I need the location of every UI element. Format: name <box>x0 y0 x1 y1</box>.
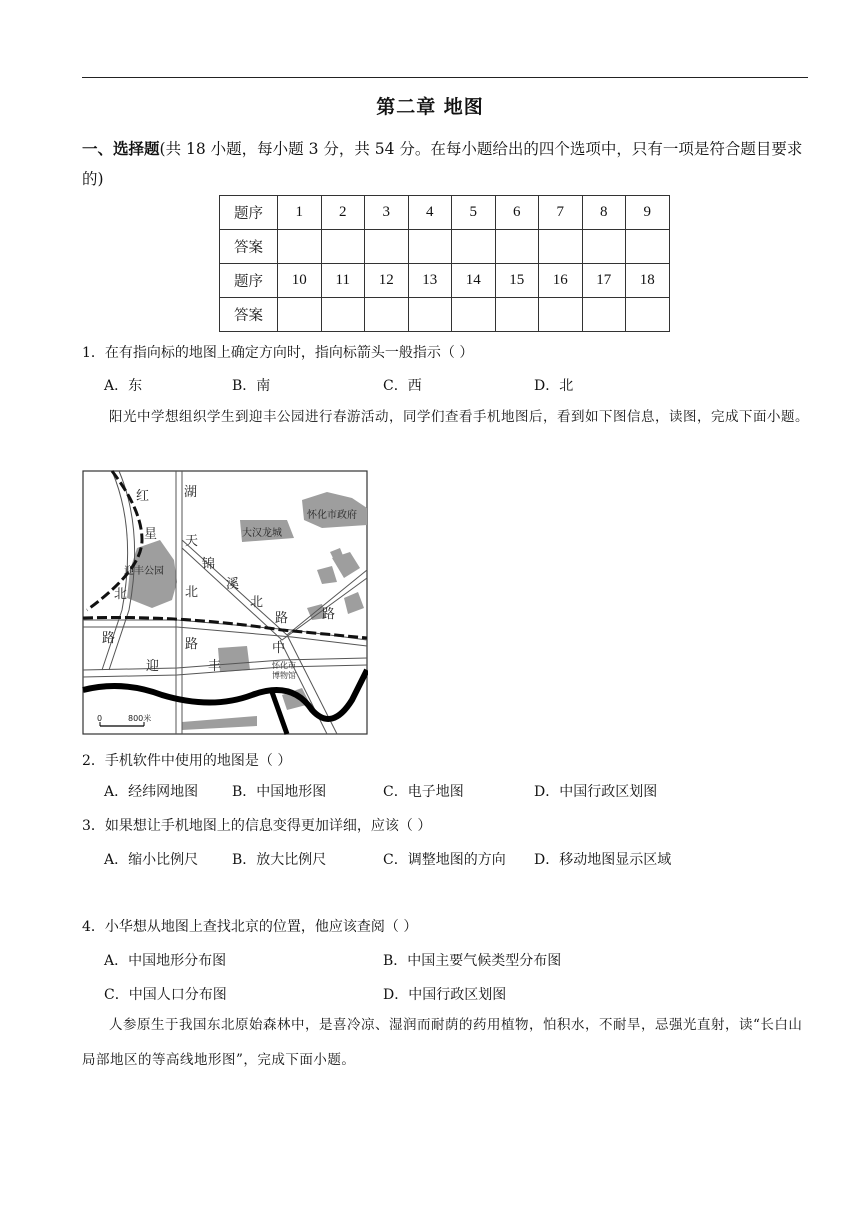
scale-distance: 800米 <box>128 714 152 723</box>
road-label: 路 <box>275 611 289 626</box>
place-label-museum: 怀化市 <box>272 661 296 670</box>
row-label-answer: 答案 <box>220 298 278 332</box>
question-1-option-c[interactable]: C．西 <box>383 378 422 394</box>
road-label: 星 <box>144 527 158 542</box>
road-label: 路 <box>322 607 336 622</box>
question-3-stem: 3．如果想让手机地图上的信息变得更加详细，应该（ ） <box>82 818 432 834</box>
table-row-question-2 <box>220 264 670 298</box>
place-label-museum: 博物馆 <box>272 671 296 680</box>
row-label-question: 题序 <box>220 196 278 230</box>
cell-q: 6 <box>495 196 539 230</box>
cell-q: 16 <box>539 264 583 298</box>
place-label-park: 迎丰公园 <box>124 566 164 577</box>
question-4-stem: 4．小华想从地图上查找北京的位置，他应该查阅（ ） <box>82 919 418 935</box>
road-label: 丰 <box>208 659 222 674</box>
cell-q: 17 <box>582 264 626 298</box>
answer-cell[interactable] <box>495 230 539 264</box>
answer-cell[interactable] <box>452 298 496 332</box>
road-label: 红 <box>136 489 150 504</box>
answer-cell[interactable] <box>539 298 583 332</box>
answer-cell[interactable] <box>582 298 626 332</box>
answer-cell[interactable] <box>321 230 365 264</box>
cell-q: 9 <box>626 196 670 230</box>
answer-cell[interactable] <box>408 298 452 332</box>
answer-cell[interactable] <box>365 230 409 264</box>
cell-q: 8 <box>582 196 626 230</box>
answer-cell[interactable] <box>582 230 626 264</box>
cell-q: 1 <box>278 196 322 230</box>
road-label: 锦 <box>202 557 216 572</box>
answer-cell[interactable] <box>626 230 670 264</box>
answer-cell[interactable] <box>539 230 583 264</box>
road-label: 北 <box>250 595 264 610</box>
cell-q: 2 <box>321 196 365 230</box>
table-row-answer-2 <box>220 298 670 332</box>
cell-q: 5 <box>452 196 496 230</box>
question-1-stem: 1．在有指向标的地图上确定方向时，指向标箭头一般指示（ ） <box>82 345 474 361</box>
map-intro-paragraph: 阳光中学想组织学生到迎丰公园进行春游活动，同学们查看手机地图后，看到如下图信息，读图，完成下面小题。 <box>109 409 809 425</box>
road-label: 溪 <box>226 577 240 592</box>
section-text: (共 18 小题，每小题 3 分，共 54 分。在每小题给出的四个选项中，只有一项是符合题目要求的) <box>82 140 803 188</box>
section-heading: 一、选择题 <box>82 140 160 158</box>
chapter-title: 第二章 地图 <box>376 96 484 118</box>
answer-cell[interactable] <box>495 298 539 332</box>
question-1-option-a[interactable]: A．东 <box>104 378 143 394</box>
answer-cell[interactable] <box>365 298 409 332</box>
question-1-option-d[interactable]: D．北 <box>534 378 574 394</box>
city-map-figure <box>82 470 368 735</box>
answer-table <box>219 195 670 332</box>
section-instruction <box>82 134 810 194</box>
cell-q: 15 <box>495 264 539 298</box>
road-label: 路 <box>185 637 199 652</box>
road-label: 中 <box>272 641 286 656</box>
road-label: 北 <box>185 585 199 600</box>
block <box>218 646 250 672</box>
answer-cell[interactable] <box>321 298 365 332</box>
cell-q: 3 <box>365 196 409 230</box>
answer-cell[interactable] <box>452 230 496 264</box>
question-4-option-c[interactable]: C．中国人口分布图 <box>104 987 227 1003</box>
road-label: 天 <box>185 534 199 549</box>
cell-q: 10 <box>278 264 322 298</box>
question-4-option-d[interactable]: D．中国行政区划图 <box>383 987 507 1003</box>
row-label-question: 题序 <box>220 264 278 298</box>
cell-q: 14 <box>452 264 496 298</box>
question-2-option-b[interactable]: B．中国地形图 <box>232 784 327 800</box>
question-3-option-a[interactable]: A．缩小比例尺 <box>104 852 199 868</box>
question-3-option-c[interactable]: C．调整地图的方向 <box>383 852 506 868</box>
road-label: 迎 <box>146 659 160 674</box>
cell-q: 11 <box>321 264 365 298</box>
table-row-question-1 <box>220 196 670 230</box>
ginseng-intro-paragraph: 人参原生于我国东北原始森林中，是喜冷凉、湿润而耐荫的药用植物，怕积水，不耐旱，忌强光直射，读“长白山局部地区的等高线地形图”，完成下面小题。 <box>82 1017 803 1068</box>
cell-q: 7 <box>539 196 583 230</box>
question-2-option-c[interactable]: C．电子地图 <box>383 784 464 800</box>
cell-q: 12 <box>365 264 409 298</box>
road-label: 湖 <box>184 485 198 500</box>
cell-q: 18 <box>626 264 670 298</box>
cell-q: 13 <box>408 264 452 298</box>
scale-zero: 0 <box>97 714 103 723</box>
question-4-option-a[interactable]: A．中国地形分布图 <box>104 953 227 969</box>
question-4-option-b[interactable]: B．中国主要气候类型分布图 <box>383 953 562 969</box>
place-label-gov: 怀化市政府 <box>307 510 357 521</box>
header-rule <box>82 77 808 78</box>
question-3-option-d[interactable]: D．移动地图显示区域 <box>534 852 672 868</box>
answer-cell[interactable] <box>408 230 452 264</box>
place-label-dahan: 大汉龙城 <box>242 528 282 539</box>
answer-cell[interactable] <box>278 230 322 264</box>
question-2-option-a[interactable]: A．经纬网地图 <box>104 784 199 800</box>
question-2-stem: 2．手机软件中使用的地图是（ ） <box>82 753 292 769</box>
cell-q: 4 <box>408 196 452 230</box>
question-2-option-d[interactable]: D．中国行政区划图 <box>534 784 658 800</box>
answer-cell[interactable] <box>626 298 670 332</box>
road-label: 路 <box>102 631 116 646</box>
question-1-option-b[interactable]: B．南 <box>232 378 271 394</box>
answer-cell[interactable] <box>278 298 322 332</box>
road-label: 北 <box>114 587 128 602</box>
table-row-answer-1 <box>220 230 670 264</box>
question-3-option-b[interactable]: B．放大比例尺 <box>232 852 327 868</box>
row-label-answer: 答案 <box>220 230 278 264</box>
